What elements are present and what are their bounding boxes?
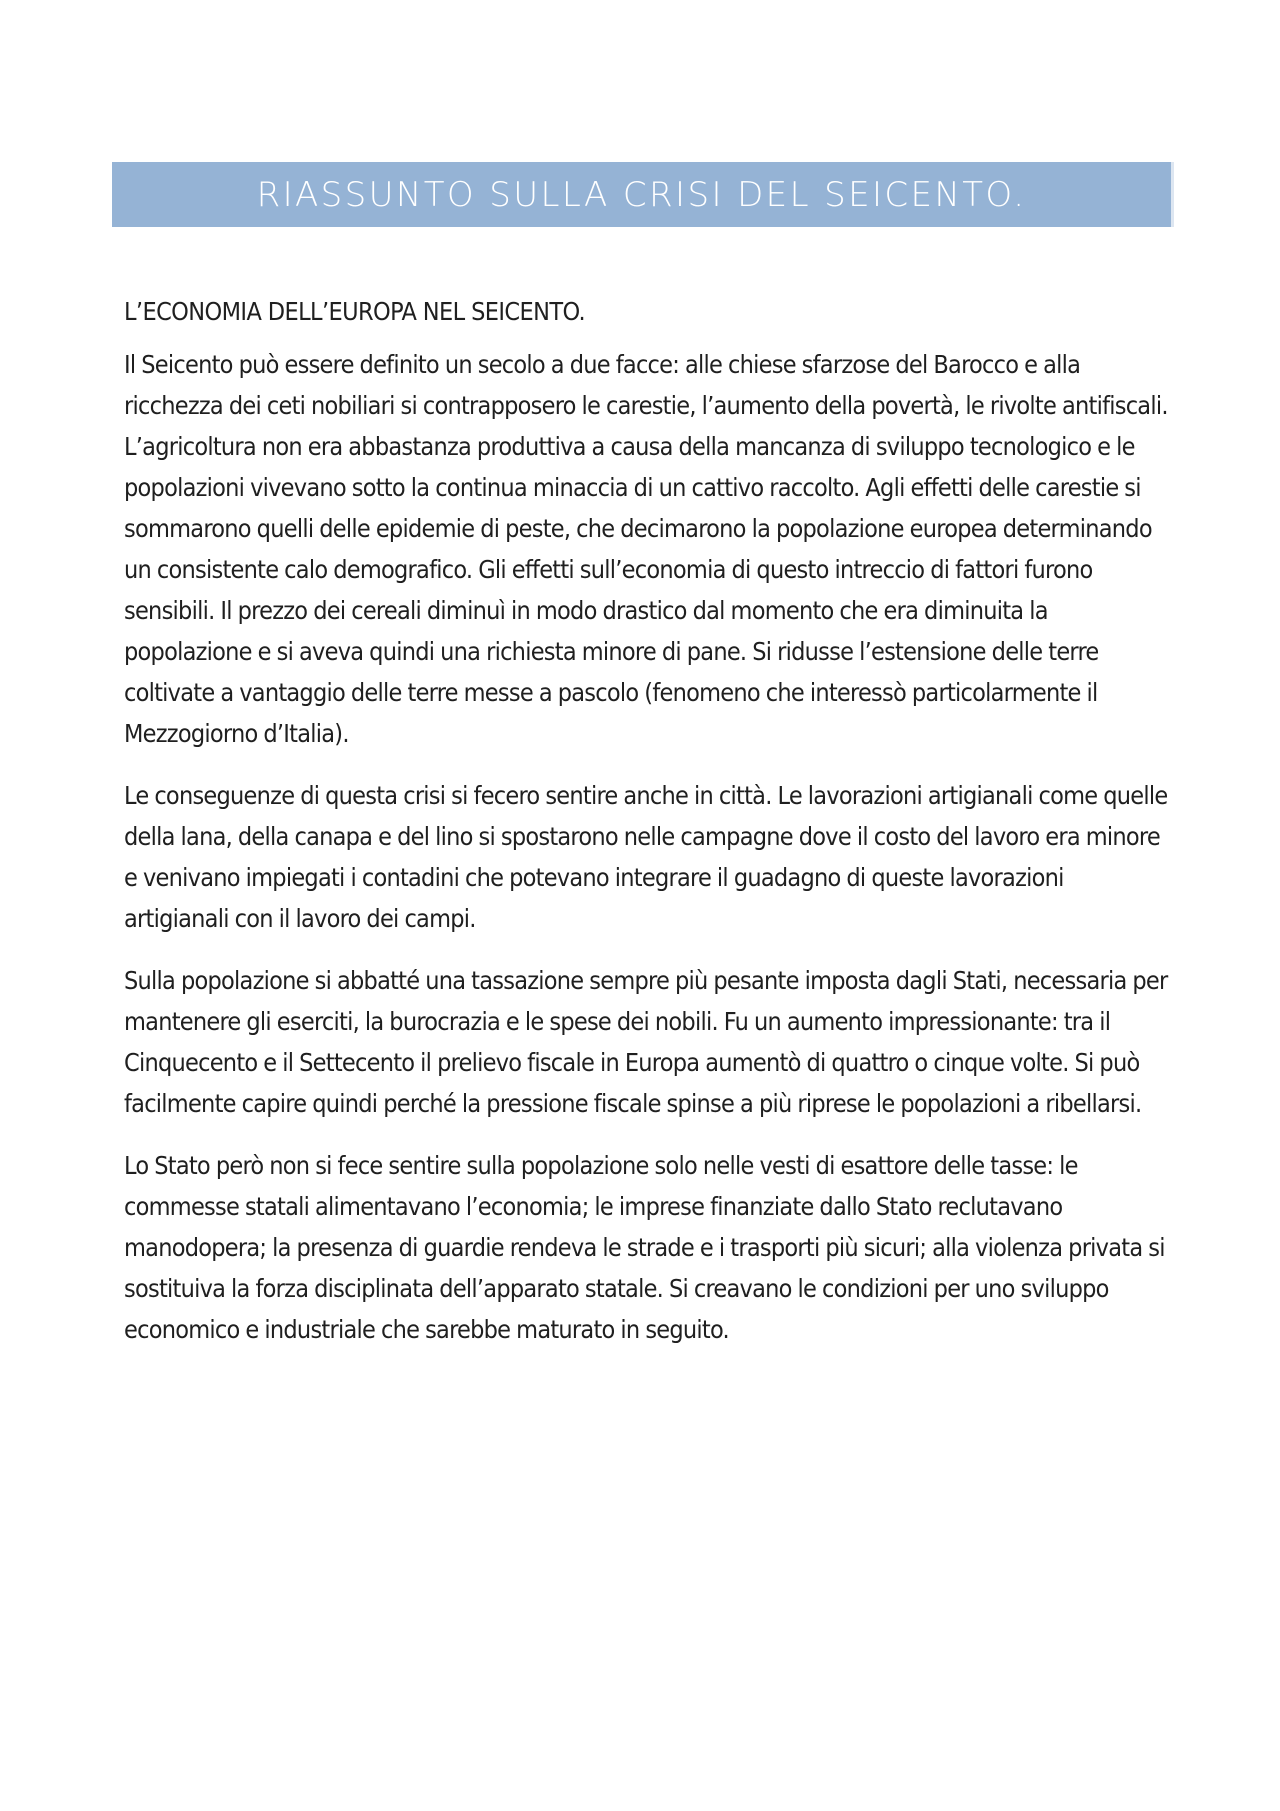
paragraph-1: Il Seicento può essere definito un secolo a due facce: alle chiese sfarzose del Barocco e alla ricchezza dei ceti nobiliari si contrapposero le carestie, l’aumento della povertà, le rivolte antifiscali. L’agricoltura non era abbastanza produttiva a causa della mancanza di sviluppo tecnologico e le popolazioni vivevano sotto la continua minaccia di un cattivo raccolto. Agli effetti delle carestie si sommarono quelli delle epidemie di peste, che decimarono la popolazione europea determinando un consistente calo demografico. Gli effetti sull’economia di questo intreccio di fattori furono sensibili. Il prezzo dei cereali diminuì in modo drastico dal momento che era diminuita la popolazione e si aveva quindi una richiesta minore di pane. Si ridusse l’estensione delle terre coltivate a vantaggio delle terre messe a pascolo (fenomeno che interessò particolarmente il Mezzogiorno d’Italia).	[124, 350, 1168, 748]
section-heading: L’ECONOMIA DELL’EUROPA NEL SEICENTO.	[124, 297, 586, 326]
title-banner	[112, 162, 1174, 227]
paragraph-2: Le conseguenze di questa crisi si fecero sentire anche in città. Le lavorazioni artigianali come quelle della lana, della canapa e del lino si spostarono nelle campagne dove il costo del lavoro era minore e venivano impiegati i contadini che potevano integrare il guadagno di queste lavorazioni artigianali con il lavoro dei campi.	[124, 781, 1168, 933]
paragraph-4: Lo Stato però non si fece sentire sulla popolazione solo nelle vesti di esattore delle tasse: le commesse statali alimentavano l’economia; le imprese finanziate dallo Stato reclutavano manodopera; la presenza di guardie rendeva le strade e i trasporti più sicuri; alla violenza privata si sostituiva la forza disciplinata dell’apparato statale. Si creavano le condizioni per uno sviluppo economico e industriale che sarebbe maturato in seguito.	[124, 1151, 1165, 1344]
document-title: RIASSUNTO SULLA CRISI DEL SEICENTO.	[256, 174, 1027, 215]
paragraph-3: Sulla popolazione si abbatté una tassazione sempre più pesante imposta dagli Stati, necessaria per mantenere gli eserciti, la burocrazia e le spese dei nobili. Fu un aumento impressionante: tra il Cinquecento e il Settecento il prelievo fiscale in Europa aumentò di quattro o cinque volte. Si può facilmente capire quindi perché la pressione fiscale spinse a più riprese le popolazioni a ribellarsi.	[124, 966, 1168, 1118]
document-body	[124, 291, 1174, 1371]
